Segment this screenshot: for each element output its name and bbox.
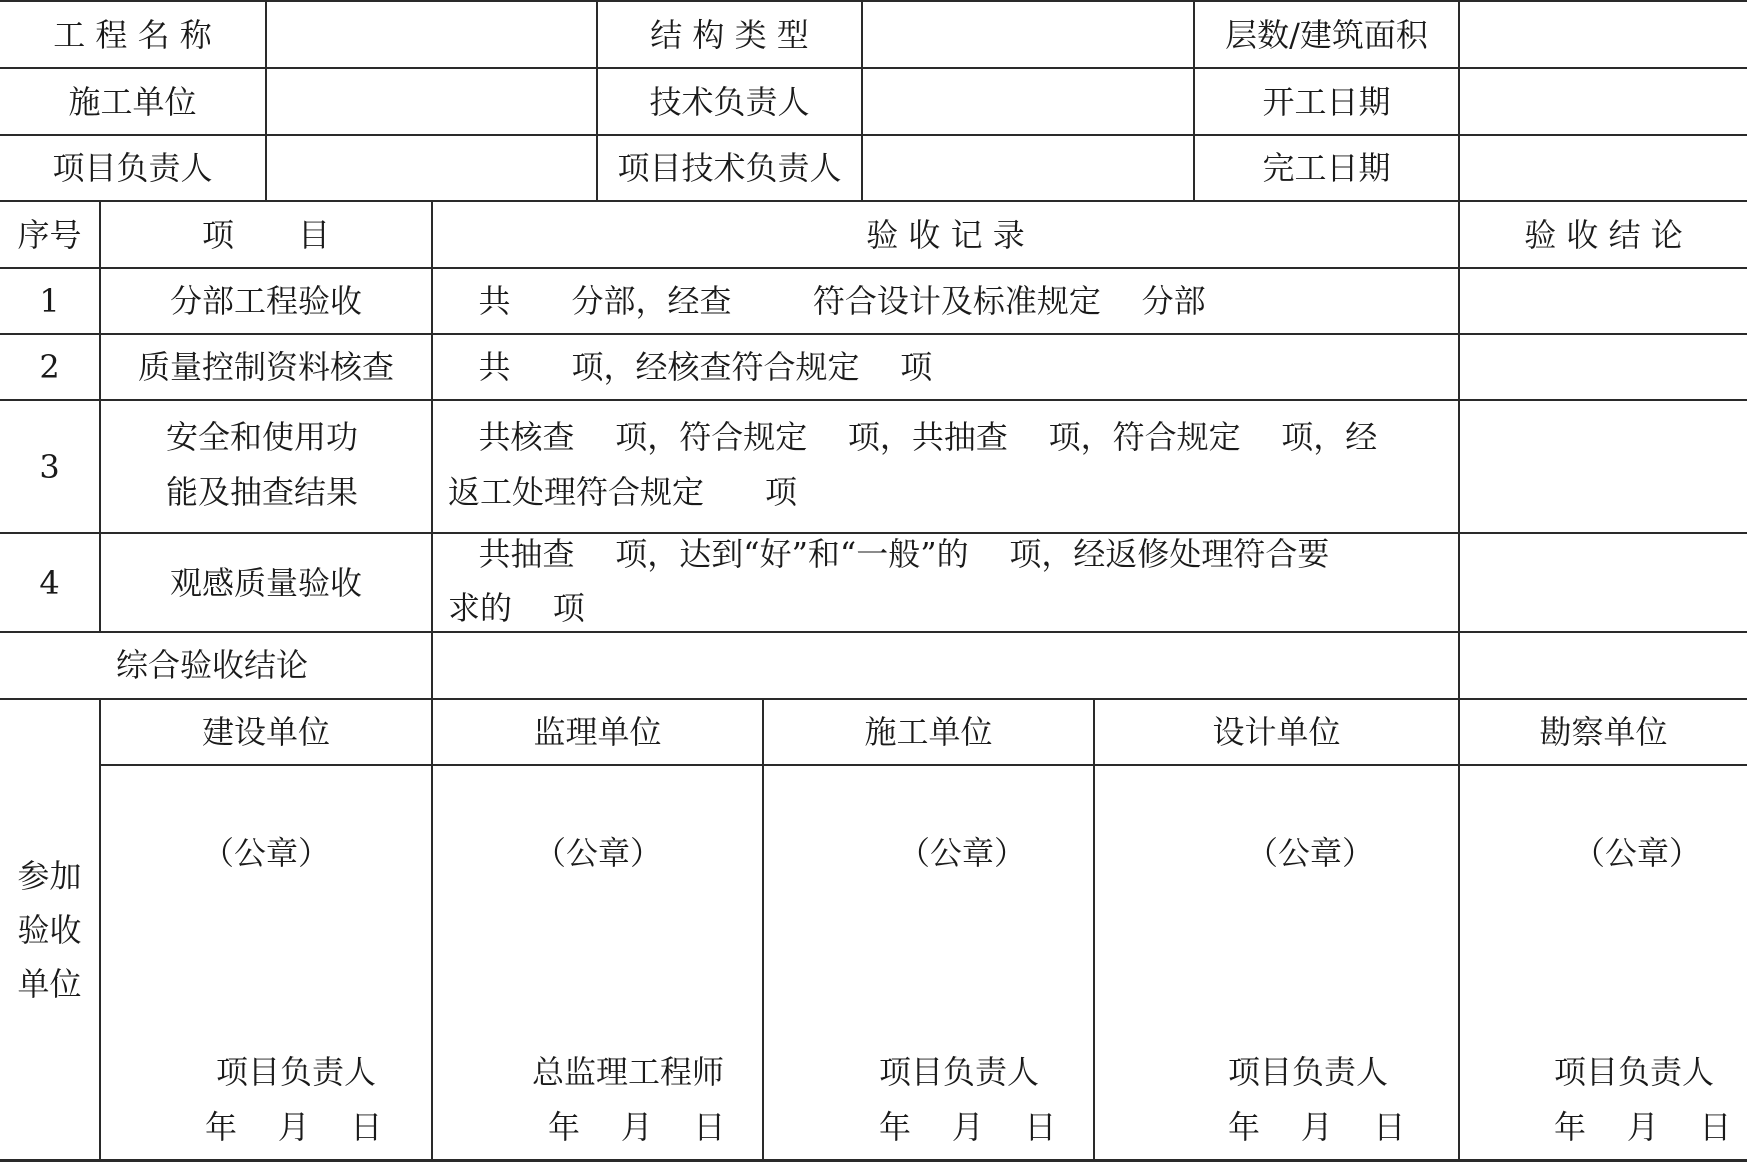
unit-header-surveyor: 勘察单位 <box>1539 713 1668 751</box>
row-conclusion[interactable] <box>1460 534 1747 631</box>
group-label-line: 验收 <box>17 910 82 949</box>
row-number: 3 <box>39 447 60 486</box>
start-date-label: 开工日期 <box>1262 82 1391 121</box>
start-date-field[interactable] <box>1460 69 1747 134</box>
project-tech-lead-field[interactable] <box>863 136 1193 200</box>
row-item: 观感质量验收 <box>169 563 362 602</box>
signer-title: 项目负责人 <box>1554 1053 1715 1091</box>
row-record-line[interactable]: 共核查 项，符合规定 项，共抽查 项，符合规定 项，经 <box>448 418 1378 456</box>
floors-area-label: 层数/建筑面积 <box>1225 15 1428 54</box>
row-item-line: 安全和使用功 <box>166 418 359 456</box>
row-item-line: 能及抽查结果 <box>166 473 359 511</box>
contractor-field[interactable] <box>267 69 596 134</box>
summary-field[interactable] <box>433 633 1458 698</box>
structure-type-label: 结 构 类 型 <box>650 15 809 54</box>
row-record[interactable]: 共 分部，经查 符合设计及标准规定 分部 <box>448 282 1206 320</box>
tech-lead-field[interactable] <box>863 69 1193 134</box>
signer-title: 项目负责人 <box>1228 1053 1389 1091</box>
row-conclusion[interactable] <box>1460 335 1747 399</box>
seal-placeholder[interactable]: （公章） <box>1246 834 1375 872</box>
rule <box>99 698 101 1160</box>
project-manager-label: 项目负责人 <box>52 149 213 187</box>
rule <box>100 764 1747 766</box>
summary-label: 综合验收结论 <box>116 646 309 684</box>
signer-title: 总监理工程师 <box>532 1053 725 1091</box>
column-header-no: 序号 <box>17 215 82 254</box>
sign-date[interactable]: 年 月 日 <box>205 1108 383 1146</box>
row-number: 1 <box>39 282 60 320</box>
signer-title: 项目负责人 <box>216 1053 377 1091</box>
row-number: 4 <box>39 563 60 602</box>
seal-placeholder[interactable]: （公章） <box>898 834 1027 872</box>
seal-placeholder[interactable]: （公章） <box>1573 834 1702 872</box>
group-label-line: 参加 <box>17 856 82 895</box>
row-item: 分部工程验收 <box>169 282 362 320</box>
row-conclusion[interactable] <box>1460 269 1747 333</box>
row-record-line[interactable]: 返工处理符合规定 项 <box>448 473 798 511</box>
end-date-field[interactable] <box>1460 136 1747 200</box>
row-number: 2 <box>39 348 60 386</box>
unit-header-contractor: 施工单位 <box>864 713 993 751</box>
project-tech-lead-label: 项目技术负责人 <box>617 149 842 187</box>
row-conclusion[interactable] <box>1460 401 1747 532</box>
contractor-label: 施工单位 <box>68 82 197 121</box>
unit-header-designer: 设计单位 <box>1212 713 1341 751</box>
seal-placeholder[interactable]: （公章） <box>202 834 331 872</box>
group-label-line: 单位 <box>17 964 82 1003</box>
end-date-label: 完工日期 <box>1262 149 1391 187</box>
column-header-item: 项 目 <box>201 215 330 254</box>
sign-date[interactable]: 年 月 日 <box>879 1108 1057 1146</box>
project-name-label: 工 程 名 称 <box>53 15 212 54</box>
seal-placeholder[interactable]: （公章） <box>534 834 663 872</box>
rule <box>0 1159 1747 1162</box>
row-record-line[interactable]: 共抽查 项，达到“好”和“一般”的 项，经返修处理符合要 <box>448 535 1330 573</box>
unit-header-supervisor: 监理单位 <box>533 713 662 751</box>
participating-units-label <box>0 700 99 1159</box>
sign-date[interactable]: 年 月 日 <box>1228 1108 1406 1146</box>
unit-header-client: 建设单位 <box>201 713 330 751</box>
signer-title: 项目负责人 <box>879 1053 1040 1091</box>
column-header-record: 验 收 记 录 <box>866 215 1025 254</box>
structure-type-field[interactable] <box>863 2 1193 67</box>
column-header-conclusion: 验 收 结 论 <box>1524 215 1683 254</box>
project-manager-field[interactable] <box>267 136 596 200</box>
tech-lead-label: 技术负责人 <box>649 82 810 121</box>
rule <box>762 698 764 1160</box>
row-record-line[interactable]: 求的 项 <box>448 589 585 627</box>
sign-date[interactable]: 年 月 日 <box>548 1108 726 1146</box>
row-item: 质量控制资料核查 <box>137 348 394 386</box>
floors-area-field[interactable] <box>1460 2 1747 67</box>
row-record[interactable]: 共 项，经核查符合规定 项 <box>448 348 933 386</box>
sign-date[interactable]: 年 月 日 <box>1554 1108 1732 1146</box>
rule <box>1093 698 1095 1160</box>
project-name-field[interactable] <box>267 2 596 67</box>
